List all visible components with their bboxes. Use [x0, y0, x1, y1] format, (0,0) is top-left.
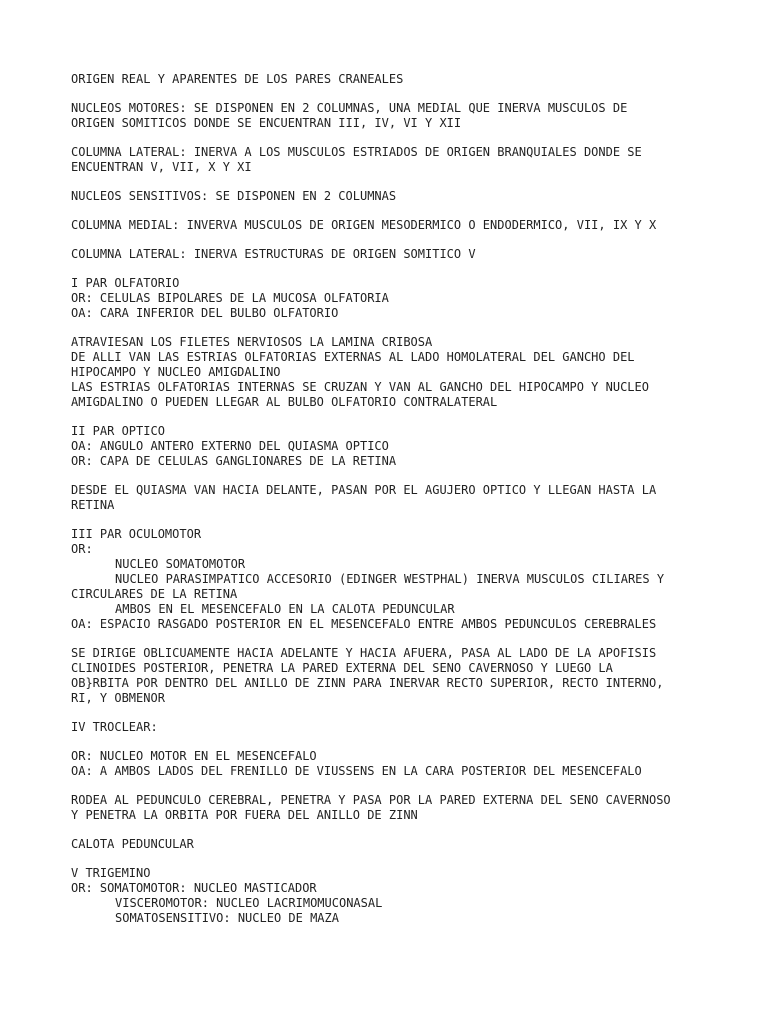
text-line: SE DIRIGE OBLICUAMENTE HACIA ADELANTE Y HACIA AFUERA, PASA AL LADO DE LA APOFISIS — [71, 646, 657, 660]
text-line: NUCLEO SOMATOMOTOR — [115, 557, 246, 571]
text-line: RETINA — [71, 498, 115, 512]
paragraph-oculomotor-trayecto — [71, 646, 731, 706]
section-heading: V TRIGEMINO — [71, 866, 151, 880]
section-heading: I PAR OLFATORIO — [71, 276, 180, 290]
text-line: CIRCULARES DE LA RETINA — [71, 587, 238, 601]
text-line: CALOTA PEDUNCULAR — [71, 837, 194, 851]
text-line: HIPOCAMPO Y NUCLEO AMIGDALINO — [71, 365, 281, 379]
text-line: DESDE EL QUIASMA VAN HACIA DELANTE, PASAN POR EL AGUJERO OPTICO Y LLEGAN HASTA LA — [71, 483, 657, 497]
paragraph-olfatorio-trayecto — [71, 335, 731, 410]
text-line: OA: ANGULO ANTERO EXTERNO DEL QUIASMA OPTICO — [71, 439, 389, 453]
section-iii-par-oculomotor — [71, 527, 731, 632]
paragraph-nucleos-motores — [71, 101, 731, 131]
section-i-par-olfatorio — [71, 276, 731, 321]
text-line: ORIGEN REAL Y APARENTES DE LOS PARES CRANEALES — [71, 72, 404, 86]
section-heading: IV TROCLEAR: — [71, 720, 158, 734]
text-line: NUCLEOS SENSITIVOS: SE DISPONEN EN 2 COLUMNAS — [71, 189, 397, 203]
text-line: COLUMNA LATERAL: INERVA A LOS MUSCULOS ESTRIADOS DE ORIGEN BRANQUIALES DONDE SE — [71, 145, 642, 159]
text-line: SOMATOSENSITIVO: NUCLEO DE MAZA — [115, 911, 339, 925]
text-line: NUCLEOS MOTORES: SE DISPONEN EN 2 COLUMNAS, UNA MEDIAL QUE INERVA MUSCULOS DE — [71, 101, 628, 115]
text-line: OA: CARA INFERIOR DEL BULBO OLFATORIO — [71, 306, 339, 320]
section-ii-par-optico — [71, 424, 731, 469]
text-line: VISCEROMOTOR: NUCLEO LACRIMOMUCONASAL — [115, 896, 383, 910]
text-line: AMBOS EN EL MESENCEFALO EN LA CALOTA PEDUNCULAR — [115, 602, 455, 616]
text-line: NUCLEO PARASIMPATICO ACCESORIO (EDINGER WESTPHAL) INERVA MUSCULOS CILIARES Y — [115, 572, 665, 586]
text-line: OB}RBITA POR DENTRO DEL ANILLO DE ZINN PARA INERVAR RECTO SUPERIOR, RECTO INTERNO, — [71, 676, 664, 690]
paragraph-columna-lateral-motora — [71, 145, 731, 175]
text-line: LAS ESTRIAS OLFATORIAS INTERNAS SE CRUZAN Y VAN AL GANCHO DEL HIPOCAMPO Y NUCLEO — [71, 380, 649, 394]
text-line: OR: CELULAS BIPOLARES DE LA MUCOSA OLFATORIA — [71, 291, 389, 305]
paragraph-optico-trayecto — [71, 483, 731, 513]
section-heading: III PAR OCULOMOTOR — [71, 527, 202, 541]
text-line: COLUMNA LATERAL: INERVA ESTRUCTURAS DE ORIGEN SOMITICO V — [71, 247, 476, 261]
paragraph-troclear-origen — [71, 749, 731, 779]
paragraph-troclear-trayecto — [71, 793, 731, 823]
text-line: OR: CAPA DE CELULAS GANGLIONARES DE LA RETINA — [71, 454, 397, 468]
document-body — [71, 72, 731, 940]
text-line: OR: NUCLEO MOTOR EN EL MESENCEFALO — [71, 749, 317, 763]
text-line: RODEA AL PEDUNCULO CEREBRAL, PENETRA Y PASA POR LA PARED EXTERNA DEL SENO CAVERNOSO — [71, 793, 671, 807]
text-line: OA: ESPACIO RASGADO POSTERIOR EN EL MESENCEFALO ENTRE AMBOS PEDUNCULOS CEREBRALES — [71, 617, 657, 631]
text-line: COLUMNA MEDIAL: INVERVA MUSCULOS DE ORIGEN MESODERMICO O ENDODERMICO, VII, IX Y X — [71, 218, 657, 232]
text-line: OR: SOMATOMOTOR: NUCLEO MASTICADOR — [71, 881, 317, 895]
paragraph-nucleos-sensitivos — [71, 189, 731, 204]
text-line: Y PENETRA LA ORBITA POR FUERA DEL ANILLO DE ZINN — [71, 808, 418, 822]
text-line: ENCUENTRAN V, VII, X Y XI — [71, 160, 252, 174]
text-line: CLINOIDES POSTERIOR, PENETRA LA PARED EXTERNA DEL SENO CAVERNOSO Y LUEGO LA — [71, 661, 613, 675]
text-line: OR: — [71, 542, 93, 556]
text-line: RI, Y OBMENOR — [71, 691, 165, 705]
section-v-trigemino — [71, 866, 731, 926]
text-line: AMIGDALINO O PUEDEN LLEGAR AL BULBO OLFATORIO CONTRALATERAL — [71, 395, 498, 409]
paragraph-calota-peduncular — [71, 837, 731, 852]
text-line: ORIGEN SOMITICOS DONDE SE ENCUENTRAN III, IV, VI Y XII — [71, 116, 462, 130]
text-line: DE ALLI VAN LAS ESTRIAS OLFATORIAS EXTERNAS AL LADO HOMOLATERAL DEL GANCHO DEL — [71, 350, 635, 364]
section-iv-troclear — [71, 720, 731, 735]
text-line: OA: A AMBOS LADOS DEL FRENILLO DE VIUSSENS EN LA CARA POSTERIOR DEL MESENCEFALO — [71, 764, 642, 778]
document-title — [71, 72, 731, 87]
paragraph-columna-medial — [71, 218, 731, 233]
paragraph-columna-lateral-sensitiva — [71, 247, 731, 262]
text-line: ATRAVIESAN LOS FILETES NERVIOSOS LA LAMINA CRIBOSA — [71, 335, 433, 349]
section-heading: II PAR OPTICO — [71, 424, 165, 438]
